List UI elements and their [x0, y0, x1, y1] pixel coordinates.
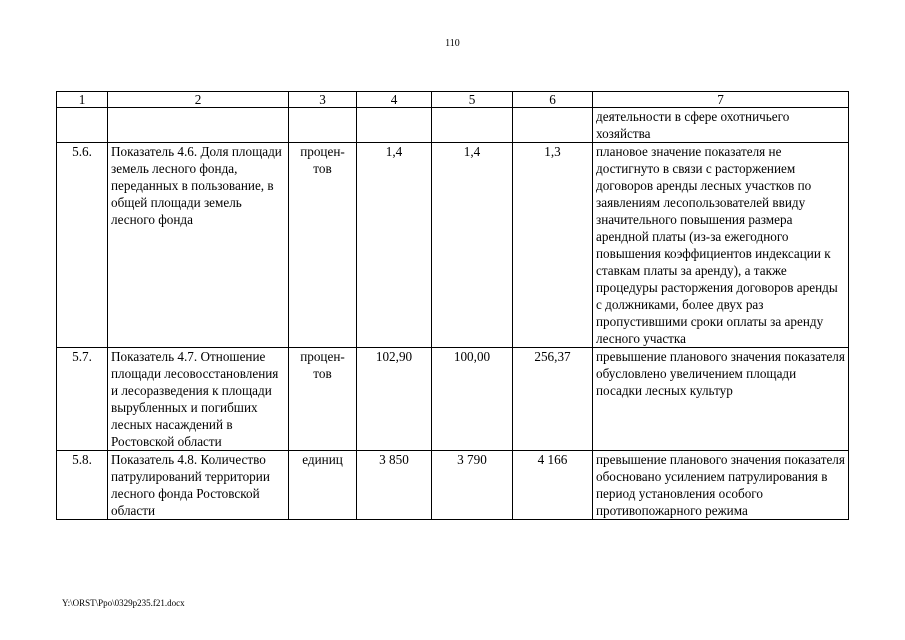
- column-header: 5: [432, 92, 513, 108]
- indicator-name: Показатель 4.7. Отношение площади лесовосстановления и лесоразведения к площади вырубленных и погибших лесных насаждений в Ростовской области: [108, 348, 289, 451]
- value-col6: 1,3: [513, 143, 593, 348]
- column-header: 4: [357, 92, 432, 108]
- page-number: 110: [445, 38, 460, 49]
- table-header-row: [57, 92, 849, 108]
- column-header: 6: [513, 92, 593, 108]
- indicator-name: Показатель 4.6. Доля площади земель лесного фонда, переданных в пользование, в общей площади земель лесного фонда: [108, 143, 289, 348]
- explanation-cell: плановое значение показателя не достигнуто в связи с расторжением договоров аренды лесных участков по заявлениям лесопользователей ввиду значительного повышения размера арендной платы (из-за ежегодного повышения коэффициентов индексации к ставкам платы за аренду), а также процедуры расторжения договоров аренды с должниками, более двух раз пропустившими сроки оплаты за аренду лесного участка: [593, 143, 849, 348]
- value-col4: 1,4: [357, 143, 432, 348]
- value-col6: [513, 108, 593, 143]
- table-row: [57, 348, 849, 451]
- explanation-cell: превышение планового значения показателя обосновано усилением патрулирования в период установления особого противопожарного режима: [593, 451, 849, 520]
- value-col4: 102,90: [357, 348, 432, 451]
- value-col5: [432, 108, 513, 143]
- row-number: 5.8.: [57, 451, 108, 520]
- value-col4: 3 850: [357, 451, 432, 520]
- column-header: 1: [57, 92, 108, 108]
- unit-cell: единиц: [289, 451, 357, 520]
- table-row: [57, 108, 849, 143]
- value-col5: 100,00: [432, 348, 513, 451]
- explanation-cell: деятельности в сфере охотничьего хозяйства: [593, 108, 849, 143]
- column-header: 3: [289, 92, 357, 108]
- report-table: [56, 91, 849, 520]
- row-number: 5.6.: [57, 143, 108, 348]
- row-number: [57, 108, 108, 143]
- value-col5: 3 790: [432, 451, 513, 520]
- explanation-cell: превышение планового значения показателя обусловлено увеличением площади посадки лесных культур: [593, 348, 849, 451]
- table-row: [57, 143, 849, 348]
- unit-cell: [289, 108, 357, 143]
- column-header: 2: [108, 92, 289, 108]
- indicator-name: [108, 108, 289, 143]
- unit-cell: процен-тов: [289, 143, 357, 348]
- value-col6: 256,37: [513, 348, 593, 451]
- value-col6: 4 166: [513, 451, 593, 520]
- column-header: 7: [593, 92, 849, 108]
- file-path-footer: Y:\ORST\Ppo\0329p235.f21.docx: [62, 598, 185, 608]
- table-row: [57, 451, 849, 520]
- indicator-name: Показатель 4.8. Количество патрулирований территории лесного фонда Ростовской области: [108, 451, 289, 520]
- unit-cell: процен-тов: [289, 348, 357, 451]
- value-col4: [357, 108, 432, 143]
- row-number: 5.7.: [57, 348, 108, 451]
- value-col5: 1,4: [432, 143, 513, 348]
